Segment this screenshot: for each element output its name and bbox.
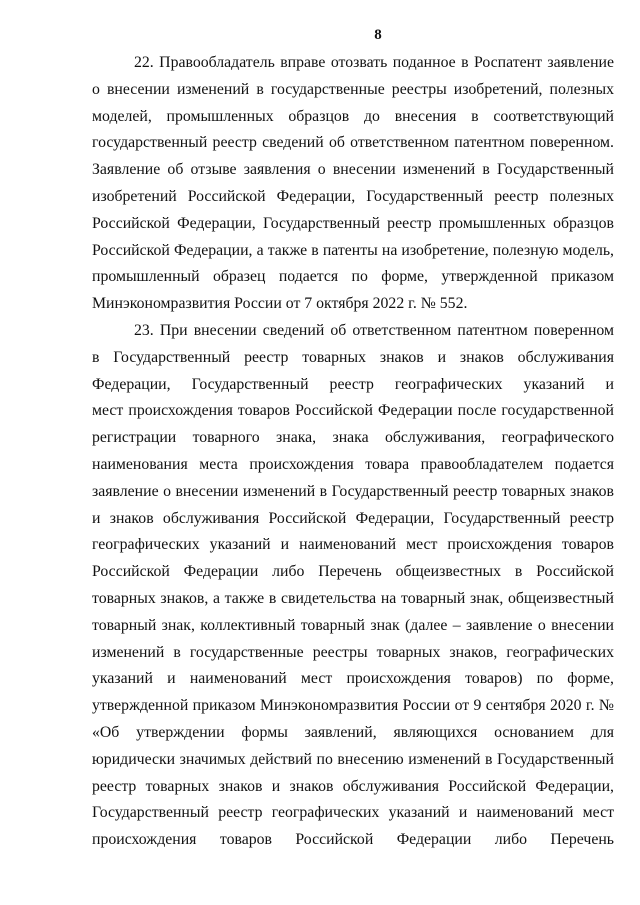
text-line: происхождения товаров Российской Федерации либо Перечень [92,831,614,849]
text-line: географических указаний и наименований мест происхождения товаров [92,536,614,554]
text-line: Федерации, Государственный реестр географических указаний и [92,375,614,393]
text-line: промышленный образец подается по форме, утвержденной приказом [92,268,614,286]
text-line: Заявление об отзыве заявления о внесении изменений в Государственный [92,161,614,179]
text-line: Российской Федерации либо Перечень общеизвестных в Российской [92,563,614,581]
text-line: Российской Федерации, а также в патенты на изобретение, полезную модель, [92,241,614,259]
text-line: моделей, промышленных образцов до внесения в соответствующий [92,107,614,125]
text-line: о внесении изменений в государственные реестры изобретений, полезных [92,80,614,98]
text-line: заявление о внесении изменений в Государственный реестр товарных знаков [92,482,614,500]
text-line: Государственный реестр географических указаний и наименований мест [92,804,614,822]
text-line: указаний и наименований мест происхождения товаров) по форме, [92,670,614,688]
text-line: и знаков обслуживания Российской Федерации, Государственный реестр [92,509,614,527]
text-line: товарных знаков, а также в свидетельства на товарный знак, общеизвестный [92,589,614,607]
text-line: 22. Правообладатель вправе отозвать поданное в Роспатент заявление [134,54,614,71]
text-line: утвержденной приказом Минэкономразвития России от 9 сентября 2020 г. № [92,697,614,715]
text-line: государственный реестр сведений об ответственном патентном поверенном. [92,134,614,152]
text-line: реестр товарных знаков и знаков обслуживания Российской Федерации, [92,777,614,795]
text-line: изменений в государственные реестры товарных знаков, географических [92,643,614,661]
page-number: 8 [374,27,382,43]
text-line: «Об утверждении формы заявлений, являющихся основанием для [92,723,614,741]
paragraph-23 [92,318,614,854]
paragraph-22 [92,50,614,318]
text-line: Минэкономразвития России от 7 октября 2022 г. № 552. [92,295,468,313]
text-line: изобретений Российской Федерации, Государственный реестр полезных [92,187,614,205]
text-line: юридически значимых действий по внесению изменений в Государственный [92,750,614,768]
text-line: мест происхождения товаров Российской Федерации после государственной [92,402,614,420]
text-line: регистрации товарного знака, знака обслуживания, географического [92,429,614,447]
text-line: 23. При внесении сведений об ответственном патентном поверенном [134,321,614,339]
text-line: товарный знак, коллективный товарный знак (далее – заявление о внесении [92,616,614,634]
text-line: в Государственный реестр товарных знаков и знаков обслуживания [92,348,614,366]
text-line: наименования места происхождения товара правообладателем подается [92,455,614,473]
text-line: Российской Федерации, Государственный реестр промышленных образцов [92,214,614,232]
